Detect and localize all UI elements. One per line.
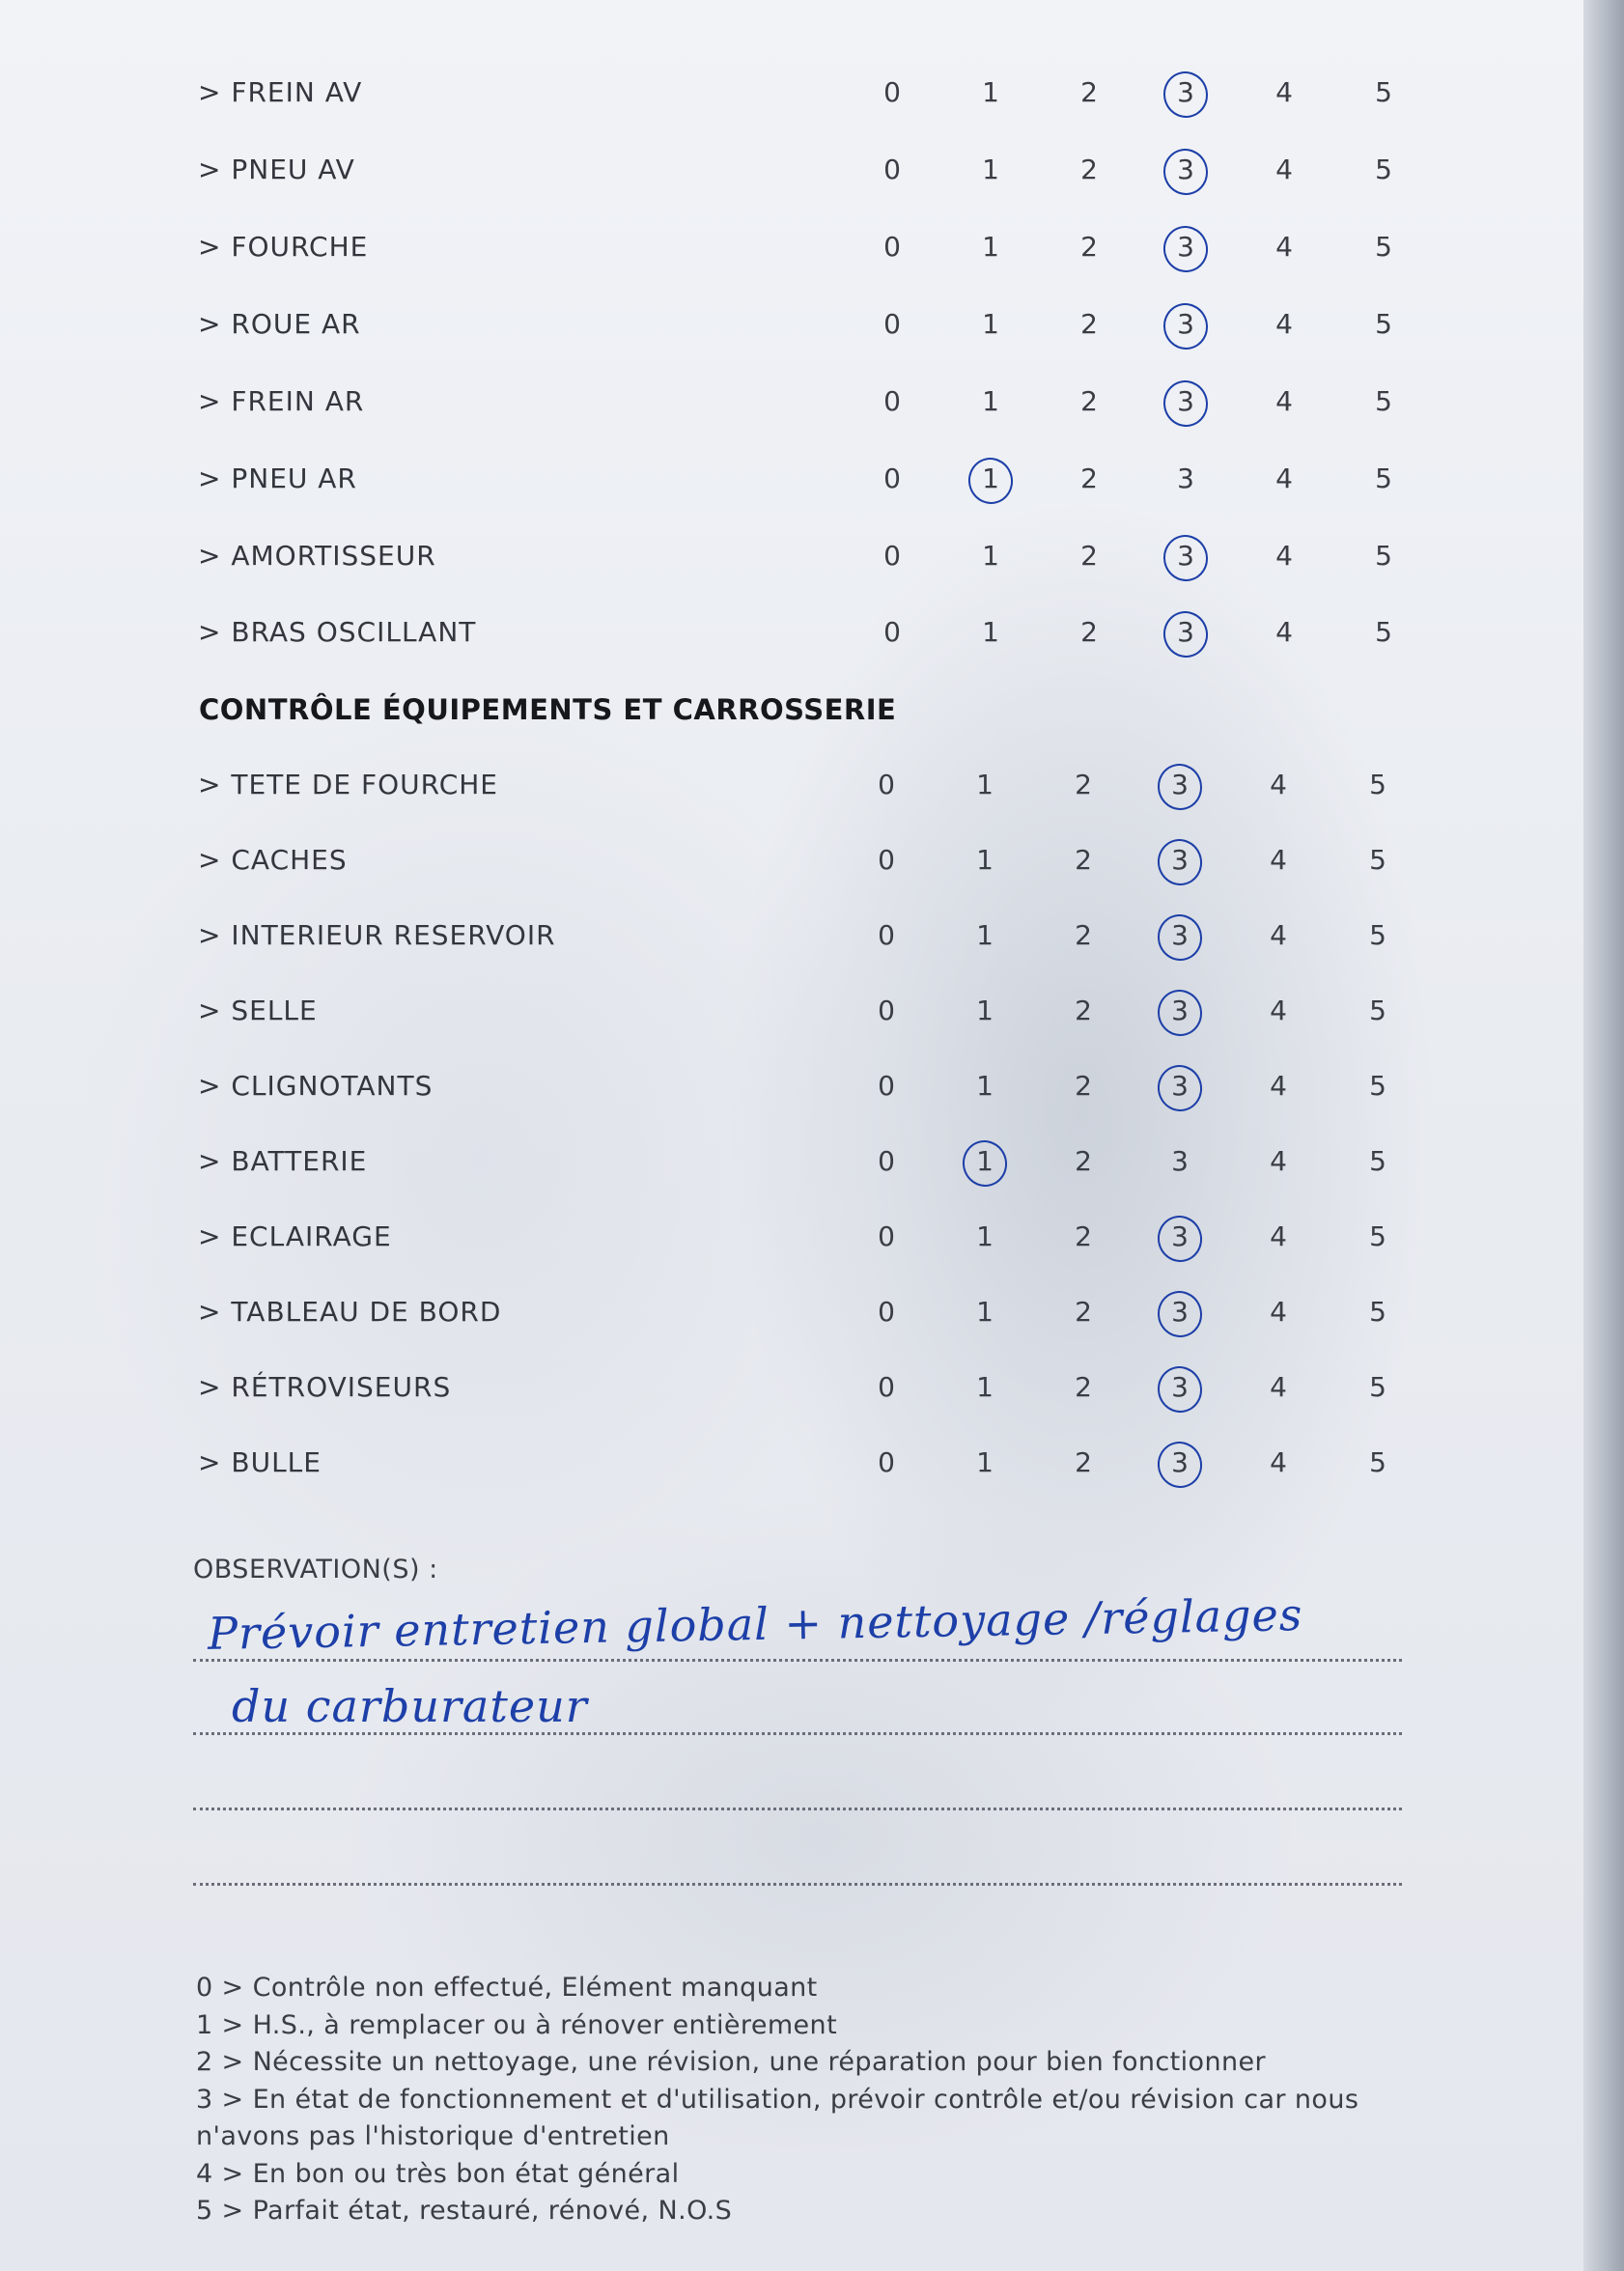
score-option[interactable]: 1 bbox=[982, 76, 999, 108]
checklist-row bbox=[0, 364, 1624, 439]
score-option[interactable]: 1 bbox=[976, 1070, 994, 1102]
score-option[interactable]: 0 bbox=[878, 995, 895, 1026]
score-option[interactable]: 1 bbox=[976, 1220, 994, 1252]
circled-score[interactable]: 3 bbox=[1151, 1199, 1209, 1275]
score-option[interactable]: 5 bbox=[1369, 1070, 1386, 1102]
circled-score[interactable]: 3 bbox=[1157, 210, 1215, 285]
score-option[interactable]: 5 bbox=[1369, 1220, 1386, 1252]
score-option[interactable]: 4 bbox=[1275, 463, 1293, 494]
score-option[interactable]: 5 bbox=[1369, 995, 1386, 1026]
score-option[interactable]: 0 bbox=[878, 1446, 895, 1478]
checklist-row bbox=[0, 1049, 1624, 1124]
score-option[interactable]: 1 bbox=[982, 154, 999, 185]
score-option[interactable]: 4 bbox=[1270, 1371, 1287, 1403]
checklist-row bbox=[0, 441, 1624, 517]
score-option[interactable]: 0 bbox=[878, 1296, 895, 1328]
score-option[interactable]: 5 bbox=[1369, 1371, 1386, 1403]
circled-score[interactable]: 3 bbox=[1157, 287, 1215, 362]
circled-score[interactable]: 1 bbox=[956, 1124, 1014, 1199]
legend bbox=[196, 1970, 1403, 2230]
circled-score[interactable]: 3 bbox=[1151, 747, 1209, 823]
score-option[interactable]: 0 bbox=[883, 463, 901, 494]
score-option[interactable]: 2 bbox=[1080, 616, 1098, 648]
score-option[interactable]: 2 bbox=[1080, 231, 1098, 263]
score-option[interactable]: 5 bbox=[1375, 540, 1392, 572]
score-option[interactable]: 2 bbox=[1075, 769, 1092, 800]
item-label: > BRAS OSCILLANT bbox=[198, 616, 477, 648]
score-option[interactable]: 0 bbox=[878, 1371, 895, 1403]
score-option[interactable]: 0 bbox=[878, 919, 895, 951]
observation-line-1 bbox=[193, 1659, 1402, 1662]
score-option[interactable]: 4 bbox=[1270, 1446, 1287, 1478]
score-option[interactable]: 4 bbox=[1275, 308, 1293, 340]
item-label: > TETE DE FOURCHE bbox=[198, 769, 498, 800]
score-option[interactable]: 0 bbox=[883, 76, 901, 108]
score-option[interactable]: 2 bbox=[1075, 995, 1092, 1026]
legend-item: 2 > Nécessite un nettoyage, une révision, une réparation pour bien fonctionner bbox=[196, 2047, 1266, 2077]
score-option[interactable]: 3 bbox=[1171, 1145, 1189, 1177]
score-option[interactable]: 1 bbox=[976, 919, 994, 951]
circled-score[interactable]: 3 bbox=[1157, 519, 1215, 594]
score-option[interactable]: 5 bbox=[1375, 231, 1392, 263]
checklist-row bbox=[0, 1275, 1624, 1350]
score-option[interactable]: 2 bbox=[1075, 1446, 1092, 1478]
checklist-row bbox=[0, 1124, 1624, 1199]
score-option[interactable]: 2 bbox=[1075, 1145, 1092, 1177]
circled-score[interactable]: 3 bbox=[1157, 132, 1215, 208]
circled-score[interactable]: 3 bbox=[1157, 55, 1215, 130]
score-option[interactable]: 5 bbox=[1369, 919, 1386, 951]
observation-line-4 bbox=[193, 1883, 1402, 1886]
score-option[interactable]: 2 bbox=[1080, 76, 1098, 108]
score-option[interactable]: 0 bbox=[883, 308, 901, 340]
item-label: > SELLE bbox=[198, 995, 318, 1026]
score-option[interactable]: 0 bbox=[883, 616, 901, 648]
score-option[interactable]: 0 bbox=[878, 844, 895, 876]
score-option[interactable]: 4 bbox=[1270, 1296, 1287, 1328]
legend-item: 3 > En état de fonctionnement et d'utilisation, prévoir contrôle et/ou révision car nous n'avons pas l'historique d'entretien bbox=[196, 2084, 1359, 2151]
circled-score[interactable]: 3 bbox=[1151, 898, 1209, 973]
score-option[interactable]: 2 bbox=[1080, 385, 1098, 417]
score-option[interactable]: 1 bbox=[976, 1296, 994, 1328]
score-option[interactable]: 4 bbox=[1270, 844, 1287, 876]
checklist-row bbox=[0, 973, 1624, 1049]
checklist-row bbox=[0, 1425, 1624, 1500]
score-option[interactable]: 0 bbox=[883, 385, 901, 417]
score-option[interactable]: 5 bbox=[1375, 308, 1392, 340]
score-option[interactable]: 4 bbox=[1275, 616, 1293, 648]
item-label: > PNEU AR bbox=[198, 463, 357, 494]
item-label: > FREIN AR bbox=[198, 385, 365, 417]
score-option[interactable]: 5 bbox=[1369, 1446, 1386, 1478]
circled-score[interactable]: 3 bbox=[1151, 973, 1209, 1049]
item-label: > BATTERIE bbox=[198, 1145, 368, 1177]
legend-item: 0 > Contrôle non effectué, Elément manquant bbox=[196, 1973, 818, 2003]
circled-score[interactable]: 3 bbox=[1151, 1425, 1209, 1500]
score-option[interactable]: 1 bbox=[976, 769, 994, 800]
score-option[interactable]: 1 bbox=[976, 1371, 994, 1403]
score-option[interactable]: 1 bbox=[982, 231, 999, 263]
circled-score[interactable]: 3 bbox=[1157, 364, 1215, 439]
score-option[interactable]: 2 bbox=[1075, 1296, 1092, 1328]
score-option[interactable]: 1 bbox=[982, 616, 999, 648]
score-option[interactable]: 4 bbox=[1275, 231, 1293, 263]
checklist-row bbox=[0, 519, 1624, 594]
handwritten-observation-2: du carburateur bbox=[232, 1680, 588, 1732]
checklist-row bbox=[0, 132, 1624, 208]
score-option[interactable]: 1 bbox=[982, 308, 999, 340]
score-option[interactable]: 2 bbox=[1075, 844, 1092, 876]
score-option[interactable]: 0 bbox=[883, 540, 901, 572]
item-label: > TABLEAU DE BORD bbox=[198, 1296, 502, 1328]
score-option[interactable]: 4 bbox=[1270, 919, 1287, 951]
score-option[interactable]: 0 bbox=[878, 1070, 895, 1102]
checklist-row bbox=[0, 747, 1624, 823]
circled-score[interactable]: 3 bbox=[1151, 1275, 1209, 1350]
checklist-row bbox=[0, 1350, 1624, 1425]
item-label: > ROUE AR bbox=[198, 308, 361, 340]
item-label: > FREIN AV bbox=[198, 76, 363, 108]
score-option[interactable]: 2 bbox=[1075, 1070, 1092, 1102]
score-option[interactable]: 2 bbox=[1080, 463, 1098, 494]
score-option[interactable]: 5 bbox=[1369, 769, 1386, 800]
score-option[interactable]: 2 bbox=[1080, 540, 1098, 572]
score-option[interactable]: 5 bbox=[1375, 76, 1392, 108]
score-option[interactable]: 1 bbox=[976, 995, 994, 1026]
checklist-row bbox=[0, 55, 1624, 130]
score-option[interactable]: 4 bbox=[1270, 1145, 1287, 1177]
item-label: > CACHES bbox=[198, 844, 348, 876]
circled-score[interactable]: 3 bbox=[1151, 1350, 1209, 1425]
section-title: CONTRÔLE ÉQUIPEMENTS ET CARROSSERIE bbox=[199, 693, 897, 726]
score-option[interactable]: 4 bbox=[1270, 769, 1287, 800]
legend-item: 5 > Parfait état, restauré, rénové, N.O.S bbox=[196, 2196, 733, 2226]
checklist-row bbox=[0, 1199, 1624, 1275]
observation-line-2 bbox=[193, 1732, 1402, 1735]
item-label: > CLIGNOTANTS bbox=[198, 1070, 434, 1102]
observation-label: OBSERVATION(S) : bbox=[193, 1555, 438, 1584]
checklist-row bbox=[0, 595, 1624, 670]
score-option[interactable]: 2 bbox=[1075, 919, 1092, 951]
legend-item: 1 > H.S., à remplacer ou à rénover entièrement bbox=[196, 2009, 838, 2040]
score-option[interactable]: 1 bbox=[982, 385, 999, 417]
item-label: > PNEU AV bbox=[198, 154, 355, 185]
score-option[interactable]: 0 bbox=[878, 1220, 895, 1252]
score-option[interactable]: 4 bbox=[1270, 995, 1287, 1026]
score-option[interactable]: 3 bbox=[1177, 463, 1194, 494]
score-option[interactable]: 0 bbox=[883, 231, 901, 263]
score-option[interactable]: 1 bbox=[976, 1446, 994, 1478]
score-option[interactable]: 4 bbox=[1275, 385, 1293, 417]
score-option[interactable]: 1 bbox=[976, 844, 994, 876]
circled-score[interactable]: 1 bbox=[962, 441, 1020, 517]
score-option[interactable]: 4 bbox=[1275, 540, 1293, 572]
score-option[interactable]: 0 bbox=[878, 1145, 895, 1177]
score-option[interactable]: 2 bbox=[1080, 308, 1098, 340]
legend-item: 4 > En bon ou très bon état général bbox=[196, 2158, 680, 2189]
score-option[interactable]: 2 bbox=[1075, 1220, 1092, 1252]
circled-score[interactable]: 3 bbox=[1151, 823, 1209, 898]
circled-score[interactable]: 3 bbox=[1157, 595, 1215, 670]
score-option[interactable]: 5 bbox=[1375, 154, 1392, 185]
score-option[interactable]: 4 bbox=[1270, 1070, 1287, 1102]
score-option[interactable]: 5 bbox=[1375, 463, 1392, 494]
score-option[interactable]: 5 bbox=[1375, 616, 1392, 648]
item-label: > INTERIEUR RESERVOIR bbox=[198, 919, 556, 951]
score-option[interactable]: 4 bbox=[1275, 76, 1293, 108]
item-label: > FOURCHE bbox=[198, 231, 369, 263]
score-option[interactable]: 5 bbox=[1369, 1145, 1386, 1177]
item-label: > ECLAIRAGE bbox=[198, 1220, 392, 1252]
checklist-row bbox=[0, 287, 1624, 362]
score-option[interactable]: 5 bbox=[1375, 385, 1392, 417]
handwritten-observation-1: Prévoir entretien global + nettoyage /réglages bbox=[207, 1588, 1303, 1660]
score-option[interactable]: 0 bbox=[878, 769, 895, 800]
score-option[interactable]: 2 bbox=[1080, 154, 1098, 185]
item-label: > RÉTROVISEURS bbox=[198, 1371, 452, 1403]
score-option[interactable]: 2 bbox=[1075, 1371, 1092, 1403]
checklist-row bbox=[0, 898, 1624, 973]
observation-line-3 bbox=[193, 1808, 1402, 1810]
circled-score[interactable]: 3 bbox=[1151, 1049, 1209, 1124]
score-option[interactable]: 5 bbox=[1369, 844, 1386, 876]
score-option[interactable]: 0 bbox=[883, 154, 901, 185]
score-option[interactable]: 1 bbox=[982, 540, 999, 572]
score-option[interactable]: 4 bbox=[1270, 1220, 1287, 1252]
item-label: > BULLE bbox=[198, 1446, 322, 1478]
item-label: > AMORTISSEUR bbox=[198, 540, 436, 572]
score-option[interactable]: 4 bbox=[1275, 154, 1293, 185]
score-option[interactable]: 5 bbox=[1369, 1296, 1386, 1328]
checklist-row bbox=[0, 210, 1624, 285]
checklist-row bbox=[0, 823, 1624, 898]
